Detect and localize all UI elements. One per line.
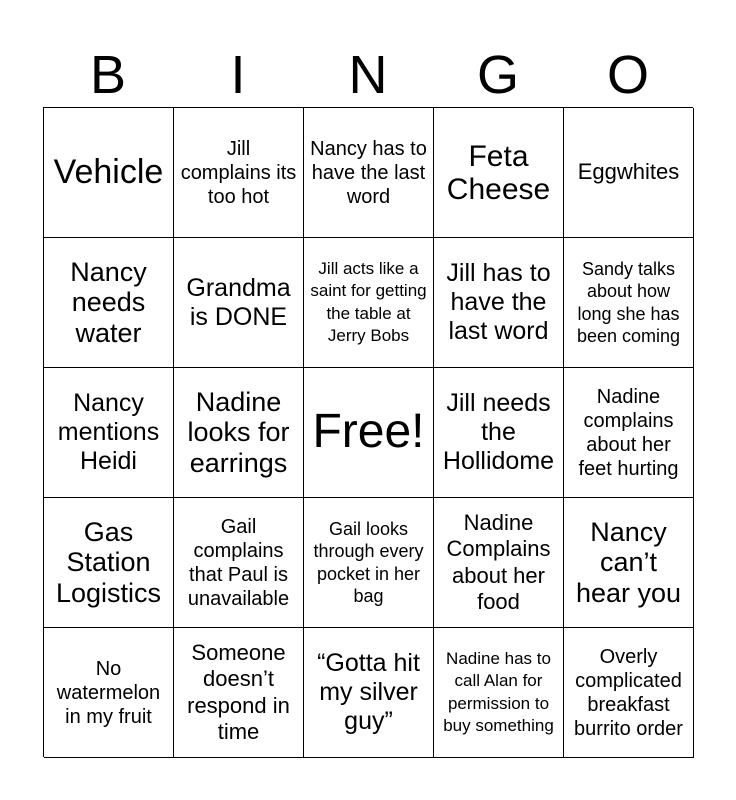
bingo-cell-r5c3[interactable]: “Gotta hit my silver guy” bbox=[304, 628, 434, 758]
bingo-cell-r5c1[interactable]: No watermelon in my fruit bbox=[44, 628, 174, 758]
bingo-header bbox=[43, 44, 693, 106]
header-letter-o: O bbox=[606, 45, 649, 105]
bingo-cell-r5c4[interactable]: Nadine has to call Alan for permission to buy something bbox=[434, 628, 564, 758]
bingo-cell-r5c2[interactable]: Someone doesn’t respond in time bbox=[174, 628, 304, 758]
bingo-cell-free[interactable]: Free! bbox=[304, 368, 434, 498]
bingo-cell-r4c5[interactable]: Nancy can’t hear you bbox=[564, 498, 694, 628]
bingo-cell-r3c4[interactable]: Jill needs the Hollidome bbox=[434, 368, 564, 498]
bingo-cell-r1c4[interactable]: Feta Cheese bbox=[434, 108, 564, 238]
bingo-cell-r4c1[interactable]: Gas Station Logistics bbox=[44, 498, 174, 628]
bingo-cell-r2c3[interactable]: Jill acts like a saint for getting the table at Jerry Bobs bbox=[304, 238, 434, 368]
bingo-cell-r3c2[interactable]: Nadine looks for earrings bbox=[174, 368, 304, 498]
bingo-cell-r1c2[interactable]: Jill complains its too hot bbox=[174, 108, 304, 238]
bingo-cell-r3c5[interactable]: Nadine complains about her feet hurting bbox=[564, 368, 694, 498]
header-letter-g: G bbox=[476, 45, 519, 105]
bingo-cell-r2c4[interactable]: Jill has to have the last word bbox=[434, 238, 564, 368]
header-letter-n: N bbox=[348, 45, 388, 105]
bingo-cell-r4c3[interactable]: Gail looks through every pocket in her bag bbox=[304, 498, 434, 628]
bingo-cell-r1c1[interactable]: Vehicle bbox=[44, 108, 174, 238]
bingo-cell-r5c5[interactable]: Overly complicated breakfast burrito order bbox=[564, 628, 694, 758]
bingo-cell-r1c3[interactable]: Nancy has to have the last word bbox=[304, 108, 434, 238]
bingo-cell-r2c5[interactable]: Sandy talks about how long she has been coming bbox=[564, 238, 694, 368]
bingo-cell-r1c5[interactable]: Eggwhites bbox=[564, 108, 694, 238]
bingo-cell-r2c2[interactable]: Grandma is DONE bbox=[174, 238, 304, 368]
bingo-cell-r4c2[interactable]: Gail complains that Paul is unavailable bbox=[174, 498, 304, 628]
bingo-cell-r2c1[interactable]: Nancy needs water bbox=[44, 238, 174, 368]
header-letter-i: I bbox=[230, 45, 246, 105]
bingo-cell-r3c1[interactable]: Nancy mentions Heidi bbox=[44, 368, 174, 498]
bingo-cell-r4c4[interactable]: Nadine Complains about her food bbox=[434, 498, 564, 628]
header-letter-b: B bbox=[89, 45, 127, 105]
bingo-board bbox=[43, 107, 693, 757]
